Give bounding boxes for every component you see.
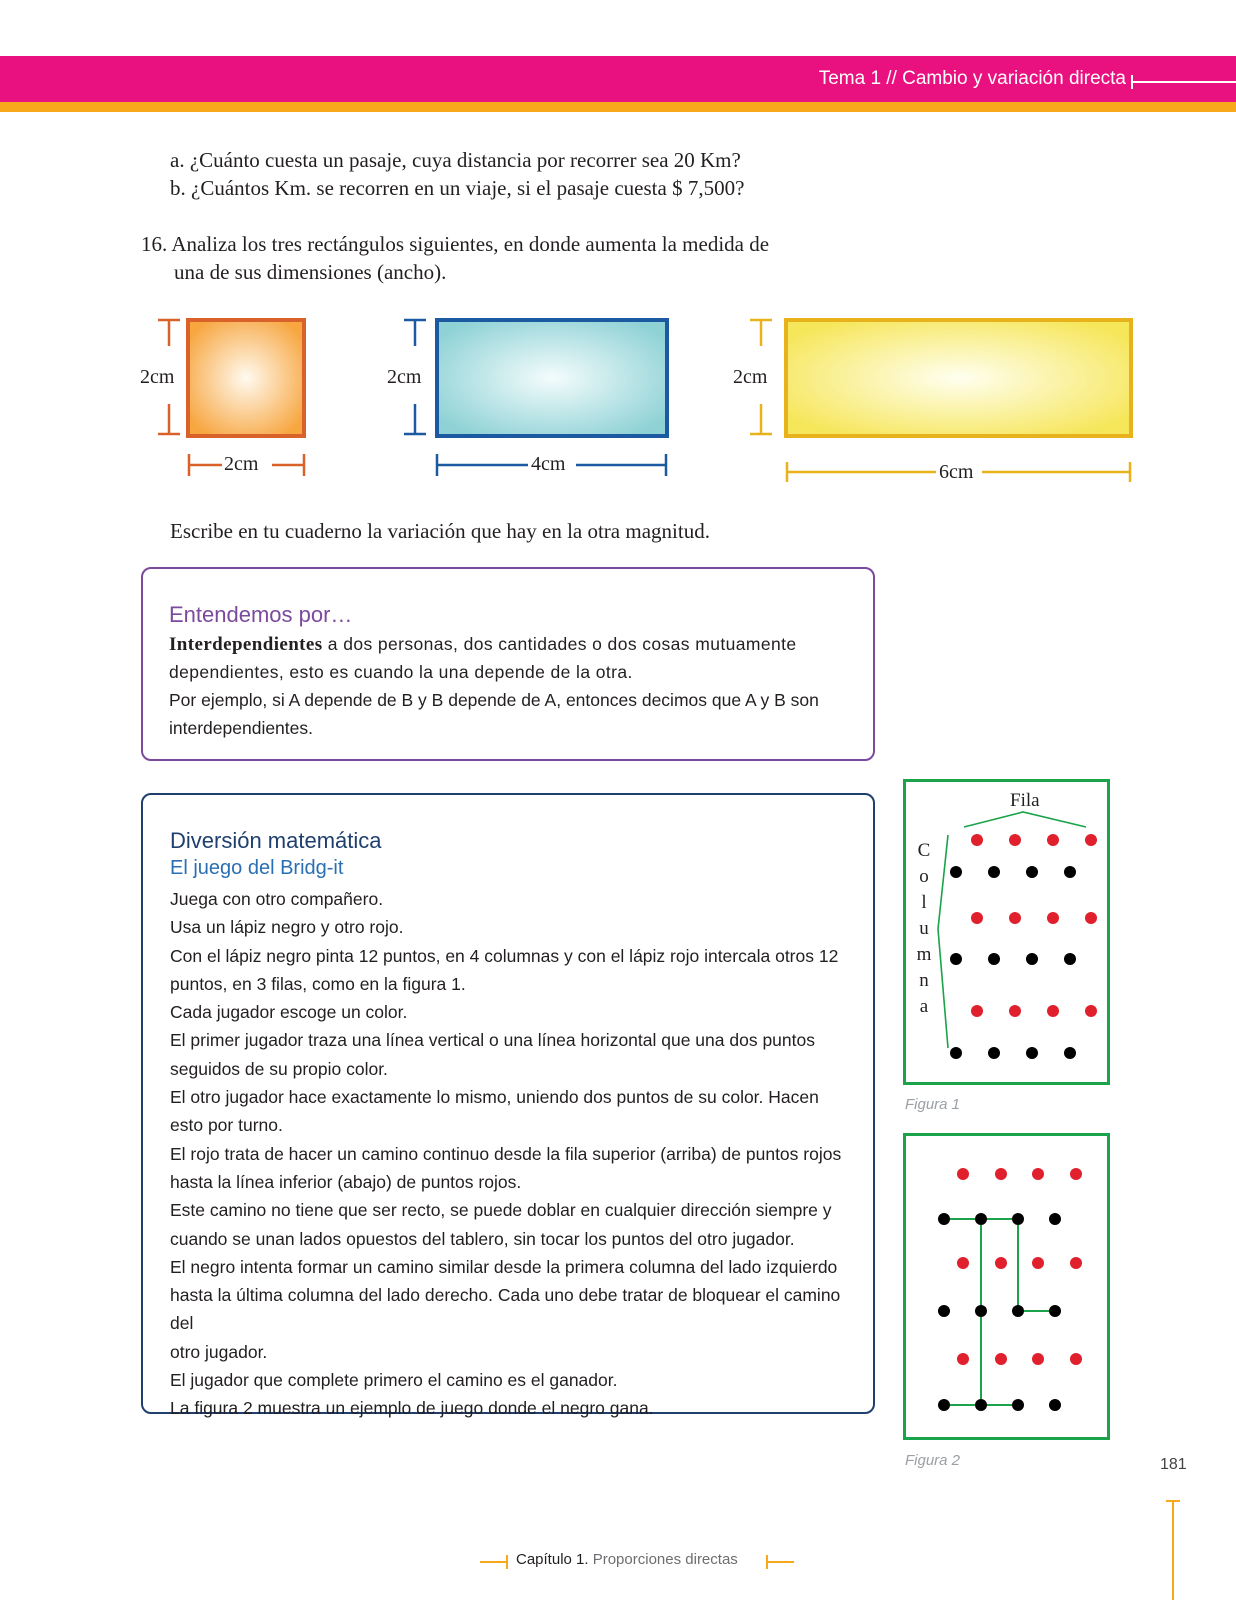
red-dot [957, 1353, 969, 1365]
fun-line: hasta la línea inferior (abajo) de puntos rojos. [170, 1171, 522, 1192]
red-dot [1032, 1168, 1044, 1180]
black-dot [1026, 866, 1038, 878]
red-dot [971, 1005, 983, 1017]
red-dot [995, 1168, 1007, 1180]
fun-line: Con el lápiz negro pinta 12 puntos, en 4 columnas y con el lápiz rojo intercala otros 12 [170, 945, 839, 966]
page-number: 181 [1160, 1456, 1187, 1473]
figure-2-board [903, 1133, 1110, 1440]
fun-line: hasta la última columna del lado derecho. Cada uno debe tratar de bloquear el camino del [170, 1285, 841, 1334]
columna-letter: a [919, 996, 929, 1017]
fun-line: esto por turno. [170, 1115, 283, 1136]
black-dot [950, 953, 962, 965]
black-dot [1049, 1213, 1061, 1225]
columna-letter: o [919, 866, 929, 887]
definition-line2: dependientes, esto es cuando la una depende de la otra. [169, 662, 633, 682]
red-dot [995, 1257, 1007, 1269]
red-dot [1070, 1168, 1082, 1180]
fun-line: El jugador que complete primero el camino es el ganador. [170, 1370, 618, 1391]
fun-line: La figura 2 muestra un ejemplo de juego donde el negro gana. [170, 1398, 654, 1419]
columna-letter: n [919, 970, 929, 991]
question-16-line1: 16. Analiza los tres rectángulos siguientes, en donde aumenta la medida de [141, 232, 770, 256]
red-dot [1085, 834, 1097, 846]
red-dot [1070, 1353, 1082, 1365]
question-16-line2: una de sus dimensiones (ancho). [174, 260, 447, 284]
black-dot [938, 1213, 950, 1225]
fun-line: seguidos de su propio color. [170, 1058, 388, 1079]
red-dot [971, 834, 983, 846]
columna-letter: l [921, 892, 927, 913]
columna-label [914, 838, 934, 1020]
black-dot [1064, 953, 1076, 965]
footer-line-right [766, 1561, 794, 1563]
black-dot [1026, 1047, 1038, 1059]
definition-line1 [169, 630, 797, 659]
red-dot [971, 912, 983, 924]
black-dot [1049, 1305, 1061, 1317]
red-dot [1047, 1005, 1059, 1017]
footer-tick-left [506, 1555, 508, 1569]
fun-heading: Diversión matemática [170, 828, 382, 853]
definition-line3: Por ejemplo, si A depende de B y B depende de A, entonces decimos que A y B son [169, 690, 819, 710]
fun-line: El primer jugador traza una línea vertical o una línea horizontal que una dos puntos [170, 1030, 815, 1051]
rect2-width-label: 4cm [531, 453, 566, 475]
red-dot [1032, 1353, 1044, 1365]
black-dot [975, 1399, 987, 1411]
black-dot [1012, 1305, 1024, 1317]
black-dot [988, 953, 1000, 965]
fun-line: El rojo trata de hacer un camino continuo desde la fila superior (arriba) de puntos rojos [170, 1143, 842, 1164]
fun-line: Juega con otro compañero. [170, 889, 384, 909]
footer-chapter: Capítulo 1. [516, 1551, 589, 1568]
black-dot [938, 1305, 950, 1317]
black-dot [1012, 1213, 1024, 1225]
black-dot [1026, 953, 1038, 965]
red-dot [957, 1168, 969, 1180]
red-dot [1009, 834, 1021, 846]
rect2-height-label: 2cm [387, 366, 422, 388]
rect1-height-label: 2cm [140, 366, 175, 388]
fila-label: Fila [1010, 790, 1040, 811]
red-dot [995, 1353, 1007, 1365]
red-dot [957, 1257, 969, 1269]
fun-subheading: El juego del Bridg-it [170, 857, 344, 879]
fun-line: Usa un lápiz negro y otro rojo. [170, 917, 404, 938]
black-dot [1049, 1399, 1061, 1411]
definition-term: Interdependientes [169, 634, 323, 655]
fun-line: otro jugador. [170, 1341, 268, 1362]
rectangles-figure [0, 300, 1236, 500]
page-line [1172, 1500, 1174, 1600]
header-title: Tema 1 // Cambio y variación directa [818, 68, 1126, 89]
fun-lines [170, 885, 860, 1423]
footer-title: Proporciones directas [588, 1551, 738, 1568]
definition-line1-rest: a dos personas, dos cantidades o dos cosas mutuamente [322, 634, 797, 654]
figure-2-paths [906, 1136, 1107, 1437]
question-b: b. ¿Cuántos Km. se recorren en un viaje, si el pasaje cuesta $ 7,500? [170, 176, 745, 200]
red-dot [1070, 1257, 1082, 1269]
columna-letter: m [916, 944, 932, 965]
red-dot [1085, 1005, 1097, 1017]
fun-line: puntos, en 3 filas, como en la figura 1. [170, 973, 466, 994]
fun-line: El negro intenta formar un camino similar desde la primera columna del lado izquierdo [170, 1256, 838, 1277]
figure-2-caption: Figura 2 [905, 1452, 961, 1469]
columna-letter: C [917, 840, 931, 861]
black-dot [1064, 1047, 1076, 1059]
rectangle-3 [750, 320, 1131, 482]
footer-line-left [480, 1561, 508, 1563]
definition-heading: Entendemos por… [169, 602, 353, 627]
figure-1-caption: Figura 1 [905, 1096, 961, 1113]
fun-line: Cada jugador escoge un color. [170, 1002, 408, 1023]
red-dot [1047, 834, 1059, 846]
black-dot [938, 1399, 950, 1411]
footer-text [516, 1551, 738, 1568]
fun-line: El otro jugador hace exactamente lo mismo, uniendo dos puntos de su color. Hacen [170, 1087, 819, 1108]
red-dot [1009, 912, 1021, 924]
black-dot [950, 1047, 962, 1059]
fun-line: Este camino no tiene que ser recto, se puede doblar en cualquier dirección siempre y [170, 1200, 832, 1221]
black-dot [988, 866, 1000, 878]
red-dot [1047, 912, 1059, 924]
black-dot [988, 1047, 1000, 1059]
black-dot [975, 1213, 987, 1225]
red-dot [1032, 1257, 1044, 1269]
figure-1-brackets [906, 782, 1107, 1082]
black-dot [950, 866, 962, 878]
header-stripe [0, 102, 1236, 112]
red-dot [1009, 1005, 1021, 1017]
instruction-text: Escribe en tu cuaderno la variación que hay en la otra magnitud. [170, 519, 710, 543]
question-a: a. ¿Cuánto cuesta un pasaje, cuya distancia por recorrer sea 20 Km? [170, 148, 741, 172]
columna-letter: u [919, 918, 929, 939]
black-dot [1012, 1399, 1024, 1411]
black-dot [975, 1305, 987, 1317]
rect1-width-label: 2cm [224, 453, 259, 475]
header-line [1133, 81, 1236, 83]
fun-line: cuando se unan lados opuestos del tablero, sin tocar los puntos del otro jugador. [170, 1228, 795, 1249]
red-dot [1085, 912, 1097, 924]
black-dot [1064, 866, 1076, 878]
definition-line4: interdependientes. [169, 718, 313, 738]
rect3-height-label: 2cm [733, 366, 768, 388]
rect3-width-label: 6cm [939, 461, 974, 483]
figure-1-board [903, 779, 1110, 1085]
